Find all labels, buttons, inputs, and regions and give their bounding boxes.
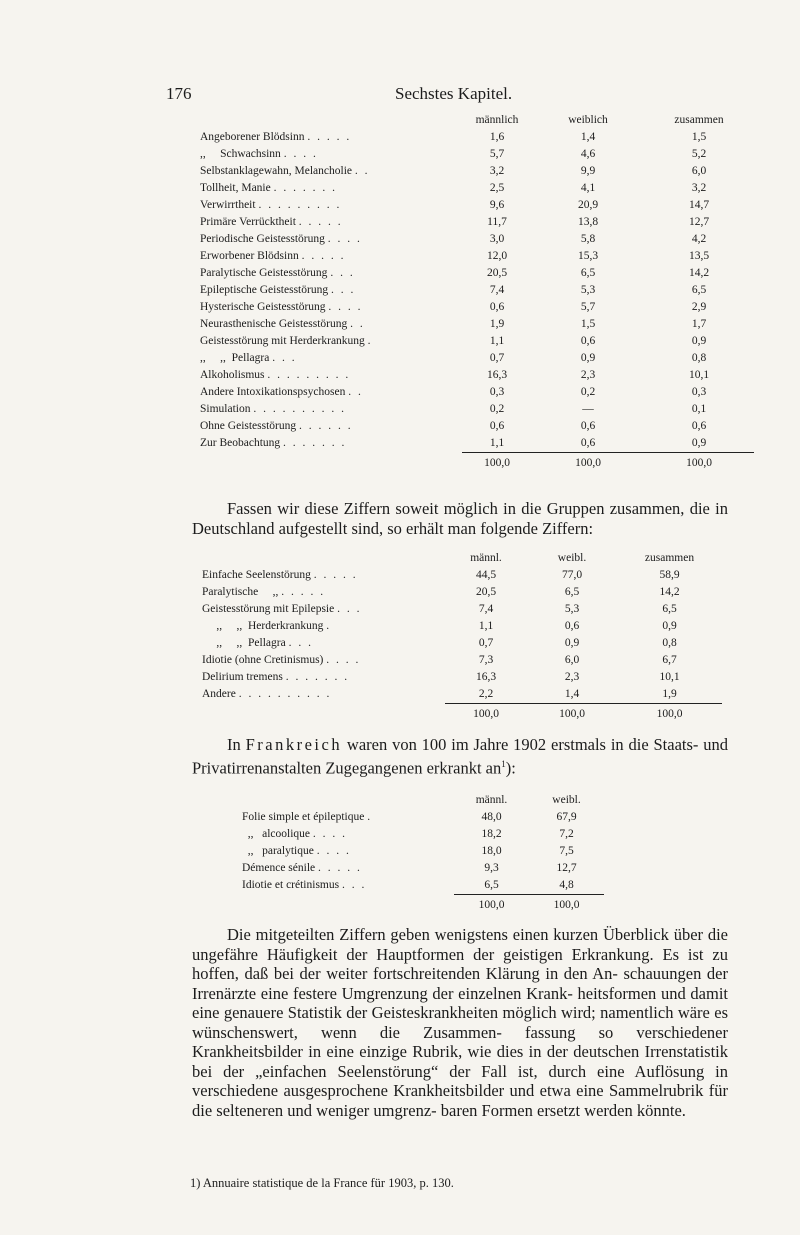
table-row bbox=[200, 265, 754, 282]
cell-z: 2,9 bbox=[691, 301, 707, 313]
row-leader-dots: . . . . bbox=[328, 301, 363, 313]
cell-w: 1,5 bbox=[580, 318, 596, 330]
row-label bbox=[202, 686, 445, 704]
total-z: 100,0 bbox=[644, 453, 754, 473]
cell-m: 12,0 bbox=[486, 250, 508, 262]
cell-z: 0,1 bbox=[691, 403, 707, 415]
row-label-text: Andere Intoxikationspsychosen bbox=[200, 386, 346, 398]
row-label bbox=[202, 652, 445, 669]
row-label-text: Selbstanklagewahn, Melancholie bbox=[200, 165, 353, 177]
cell-m: 1,1 bbox=[489, 437, 505, 449]
cell-z: 6,0 bbox=[691, 165, 707, 177]
table-total-row bbox=[200, 453, 754, 473]
cell-w: 7,5 bbox=[559, 845, 574, 857]
cell-m: 6,5 bbox=[484, 879, 499, 891]
row-leader-dots: . . . . . . . . . bbox=[267, 369, 351, 381]
row-label bbox=[200, 384, 462, 401]
table-row bbox=[200, 163, 754, 180]
row-leader-dots: . . bbox=[348, 386, 363, 398]
row-label bbox=[200, 231, 462, 248]
cell-m: 3,2 bbox=[489, 165, 505, 177]
cell-z: 0,9 bbox=[662, 620, 677, 632]
table-row bbox=[202, 652, 722, 669]
total-label bbox=[200, 453, 462, 473]
row-label bbox=[202, 669, 445, 686]
row-label-text: Primäre Verrücktheit bbox=[200, 216, 296, 228]
row-leader-dots: . . . . . bbox=[298, 216, 343, 228]
table-row bbox=[200, 282, 754, 299]
footnote: 1) Annuaire statistique de la France für 1903, p. 130. bbox=[190, 1176, 454, 1190]
row-leader-dots: . . bbox=[354, 165, 370, 177]
cell-z: 12,7 bbox=[688, 216, 710, 228]
table-row bbox=[200, 248, 754, 265]
row-label bbox=[200, 265, 462, 282]
cell-w: 0,9 bbox=[564, 637, 580, 649]
column-header-maennl: männl. bbox=[470, 552, 502, 564]
row-label bbox=[200, 350, 462, 367]
row-leader-dots: . . bbox=[350, 318, 365, 330]
row-label-text: ,, alcoolique bbox=[242, 828, 311, 840]
cell-w: 0,6 bbox=[564, 620, 580, 632]
row-label bbox=[200, 163, 462, 180]
row-leader-dots: . . . . . . . . . . bbox=[238, 688, 332, 701]
row-leader-dots: . . . . . bbox=[281, 586, 326, 598]
total-m: 100,0 bbox=[445, 704, 527, 724]
row-label bbox=[200, 248, 462, 265]
paragraph-france-pre: In bbox=[227, 735, 246, 754]
table-diagnoses-detailed bbox=[200, 112, 754, 472]
cell-m: 11,7 bbox=[487, 216, 507, 228]
row-label-text: Idiotie et crétinismus bbox=[242, 879, 340, 892]
cell-w: 12,7 bbox=[556, 862, 577, 874]
cell-w: 0,6 bbox=[580, 420, 596, 432]
cell-w: — bbox=[582, 403, 594, 415]
cell-m: 2,2 bbox=[478, 688, 494, 700]
table-row bbox=[202, 618, 722, 635]
cell-m: 16,3 bbox=[486, 369, 508, 381]
column-header-label bbox=[202, 550, 445, 567]
cell-m: 0,7 bbox=[478, 637, 494, 649]
cell-z: 0,9 bbox=[691, 335, 707, 347]
row-label-text: Ohne Geistesstörung bbox=[200, 420, 297, 432]
cell-w: 15,3 bbox=[577, 250, 599, 262]
total-label bbox=[242, 895, 454, 915]
row-label-text: Zur Beobachtung bbox=[200, 437, 281, 450]
total-z: 100,0 bbox=[617, 704, 722, 724]
column-header-maennl: männl. bbox=[475, 794, 508, 806]
paragraph-intro-groups: Fassen wir diese Ziffern soweit möglich in die Gruppen zusammen, die in Deutschland aufgestellt sind, so erhält man folgende Ziffern: bbox=[192, 499, 728, 538]
row-label bbox=[200, 299, 462, 316]
row-label-text: ,, paralytique bbox=[242, 845, 314, 857]
cell-m: 3,0 bbox=[489, 233, 505, 245]
row-label-text: Periodische Geistesstörung bbox=[200, 233, 325, 245]
row-label-text: Erworbener Blödsinn bbox=[200, 250, 299, 262]
cell-m: 48,0 bbox=[481, 811, 502, 823]
row-label-text: ,, ,, Pellagra bbox=[202, 637, 286, 649]
row-leader-dots: . . . . . . bbox=[299, 420, 353, 432]
row-label-text: Simulation bbox=[200, 403, 251, 415]
cell-m: 7,3 bbox=[478, 654, 494, 666]
cell-w: 7,2 bbox=[559, 828, 574, 840]
cell-w: 77,0 bbox=[561, 569, 583, 581]
cell-w: 4,1 bbox=[580, 182, 596, 194]
cell-z: 1,7 bbox=[691, 318, 707, 330]
cell-m: 9,3 bbox=[484, 862, 499, 874]
row-leader-dots: . . . bbox=[341, 879, 367, 892]
row-label bbox=[242, 826, 454, 843]
cell-w: 4,8 bbox=[559, 879, 574, 891]
cell-m: 9,6 bbox=[489, 199, 505, 211]
row-label-text: Geistesstörung mit Herderkrankung bbox=[200, 335, 365, 347]
table-header-row bbox=[242, 792, 604, 809]
cell-w: 6,5 bbox=[580, 267, 596, 279]
row-leader-dots: . bbox=[367, 335, 373, 347]
row-leader-dots: . . . . . . . bbox=[285, 671, 350, 683]
row-label bbox=[200, 197, 462, 214]
row-label bbox=[200, 333, 462, 350]
row-leader-dots: . . . bbox=[272, 352, 297, 364]
row-label-text: ,, ,, Herderkrankung bbox=[202, 620, 324, 632]
row-label-text: Delirium tremens bbox=[202, 671, 283, 683]
total-m: 100,0 bbox=[454, 895, 529, 915]
row-label bbox=[242, 809, 454, 826]
row-label-text: Démence sénile bbox=[242, 862, 316, 874]
row-label-text: Epileptische Geistesstörung bbox=[200, 284, 329, 296]
column-header-zusammen: zusammen bbox=[674, 114, 724, 126]
paragraph-france bbox=[192, 735, 728, 778]
cell-z: 6,5 bbox=[691, 284, 707, 296]
row-label-text: ,, Schwachsinn bbox=[200, 148, 281, 160]
cell-m: 0,2 bbox=[489, 403, 505, 415]
row-label bbox=[200, 180, 462, 197]
row-label bbox=[242, 860, 454, 877]
row-label-text: Paralytische ,, bbox=[202, 586, 279, 598]
cell-z: 0,6 bbox=[691, 420, 707, 432]
row-leader-dots: . . . . . bbox=[307, 131, 352, 143]
cell-m: 44,5 bbox=[475, 569, 497, 581]
table-row bbox=[242, 843, 604, 860]
page-number: 176 bbox=[166, 84, 192, 103]
row-leader-dots: . . . . bbox=[283, 148, 318, 160]
row-label bbox=[200, 316, 462, 333]
row-label-text: Geistesstörung mit Epilepsie bbox=[202, 603, 335, 615]
row-leader-dots: . . . . bbox=[327, 233, 362, 245]
total-w: 100,0 bbox=[532, 453, 644, 473]
total-w: 100,0 bbox=[527, 704, 617, 724]
column-header-maennlich: männlich bbox=[475, 114, 519, 126]
cell-m: 0,3 bbox=[489, 386, 505, 398]
cell-z: 13,5 bbox=[688, 250, 710, 262]
column-header-label bbox=[200, 112, 462, 129]
row-label-text: Hysterische Geistesstörung bbox=[200, 301, 326, 313]
cell-z: 14,2 bbox=[659, 586, 680, 598]
row-leader-dots: . . . bbox=[337, 603, 362, 615]
cell-z: 14,2 bbox=[688, 267, 710, 279]
cell-m: 0,6 bbox=[489, 420, 505, 432]
cell-w: 2,3 bbox=[580, 369, 596, 381]
table-row bbox=[202, 601, 722, 618]
cell-z: 58,9 bbox=[659, 569, 680, 581]
cell-m: 1,6 bbox=[489, 131, 505, 143]
table-row bbox=[200, 214, 754, 231]
table-header-row bbox=[202, 550, 722, 567]
cell-w: 1,4 bbox=[564, 688, 580, 700]
cell-w: 6,5 bbox=[564, 586, 580, 598]
cell-m: 1,1 bbox=[478, 620, 494, 632]
paragraph-france-end: ): bbox=[505, 758, 516, 777]
row-label bbox=[200, 129, 462, 146]
row-label-text: Einfache Seelenstörung bbox=[202, 569, 311, 581]
cell-z: 0,3 bbox=[691, 386, 707, 398]
cell-m: 16,3 bbox=[475, 671, 497, 683]
cell-w: 0,6 bbox=[580, 335, 596, 347]
row-leader-dots: . . . . bbox=[326, 654, 361, 666]
row-label-text: Paralytische Geistesstörung bbox=[200, 267, 328, 279]
row-label bbox=[200, 214, 462, 231]
table-row bbox=[200, 435, 754, 453]
table-row bbox=[200, 367, 754, 384]
row-label-text: Andere bbox=[202, 688, 236, 701]
cell-w: 0,6 bbox=[580, 437, 596, 449]
cell-m: 20,5 bbox=[486, 267, 508, 279]
row-leader-dots: . . . bbox=[288, 637, 313, 649]
cell-m: 20,5 bbox=[475, 586, 497, 598]
cell-z: 14,7 bbox=[688, 199, 710, 211]
row-label bbox=[200, 146, 462, 163]
paragraph-france-text: waren von 100 im Jahre 1902 erstmals in die Staats- und Privatirrenanstalten Zugegangenen erkrankt an bbox=[192, 735, 728, 777]
row-label bbox=[200, 435, 462, 453]
cell-z: 0,8 bbox=[662, 637, 677, 649]
column-header-weiblich: weiblich bbox=[568, 114, 608, 126]
row-label bbox=[200, 401, 462, 418]
table-total-row bbox=[242, 895, 604, 915]
table-row bbox=[200, 384, 754, 401]
row-label bbox=[242, 877, 454, 895]
cell-w: 5,8 bbox=[580, 233, 596, 245]
footnote-ref: 1 bbox=[501, 758, 506, 769]
table-row bbox=[200, 316, 754, 333]
column-header-weibl: weibl. bbox=[552, 794, 581, 806]
row-label bbox=[200, 282, 462, 299]
row-label-text: Tollheit, Manie bbox=[200, 182, 271, 194]
table-row bbox=[200, 333, 754, 350]
row-label-text: Alkoholismus bbox=[200, 369, 265, 381]
row-label-text: Angeborener Blödsinn bbox=[200, 131, 305, 143]
cell-w: 67,9 bbox=[556, 811, 577, 823]
cell-z: 4,2 bbox=[691, 233, 707, 245]
cell-z: 10,1 bbox=[688, 369, 710, 381]
table-row bbox=[200, 146, 754, 163]
total-w: 100,0 bbox=[529, 895, 604, 915]
cell-m: 18,0 bbox=[481, 845, 502, 857]
table-row bbox=[202, 635, 722, 652]
total-label bbox=[202, 704, 445, 724]
row-label bbox=[202, 584, 445, 601]
table-row bbox=[200, 129, 754, 146]
row-label bbox=[200, 418, 462, 435]
cell-m: 1,1 bbox=[489, 335, 505, 347]
cell-z: 1,9 bbox=[662, 688, 677, 700]
cell-z: 3,2 bbox=[691, 182, 707, 194]
row-leader-dots: . . . . bbox=[316, 845, 351, 857]
table-row bbox=[202, 686, 722, 704]
table-row bbox=[200, 231, 754, 248]
row-leader-dots: . . . . . . . . . . bbox=[253, 403, 346, 415]
table-row bbox=[202, 669, 722, 686]
row-leader-dots: . . . . . . . bbox=[273, 182, 337, 194]
row-leader-dots: . . . . . . . bbox=[283, 437, 347, 450]
paragraph-conclusion: Die mitgeteilten Ziffern geben wenigstens einen kurzen Überblick über die ungefähre Häufigkeit der Hauptformen der geistigen Erkrankung. Es ist zu hoffen, daß bei der weiter fortschreitenden Klärung in den An- schauungen der Irrenärzte eine festere Umgrenzung der einzelnen Krank- heitsformen und damit eine genauere Statistik der Geisteskrankheiten möglich wird; namentlich wäre es wünschenswert, wenn die Zusammen- fassung so verschiedener Krankheitsbilder in eine einzige Rubrik, wie dies in der deutschen Irrenstatistik bei der „einfachen Seelenstörung“ der Fall ist, durch eine Auflösung in verschiedene ausgesprochene Krankheitsbilder und etwa eine Sammelrubrik für die selteneren und weniger umgrenz- baren Formen ersetzt werden könnte. bbox=[192, 925, 728, 1120]
table-row bbox=[200, 401, 754, 418]
row-leader-dots: . bbox=[326, 620, 332, 632]
row-leader-dots: . . . . . . . . . bbox=[258, 199, 342, 211]
cell-z: 6,7 bbox=[662, 654, 677, 666]
column-header-weibl: weibl. bbox=[557, 552, 587, 564]
table-row bbox=[242, 809, 604, 826]
cell-w: 4,6 bbox=[580, 148, 596, 160]
cell-z: 0,9 bbox=[691, 437, 707, 449]
table-row bbox=[242, 877, 604, 895]
table-row bbox=[200, 180, 754, 197]
cell-w: 0,9 bbox=[580, 352, 596, 364]
row-leader-dots: . bbox=[367, 811, 373, 823]
cell-w: 5,3 bbox=[564, 603, 580, 615]
row-label bbox=[202, 635, 445, 652]
country-name: Frankreich bbox=[245, 735, 343, 754]
cell-m: 0,7 bbox=[489, 352, 505, 364]
cell-m: 0,6 bbox=[489, 301, 505, 313]
cell-z: 6,5 bbox=[662, 603, 677, 615]
cell-w: 9,9 bbox=[580, 165, 596, 177]
row-leader-dots: . . . . bbox=[312, 828, 348, 840]
table-row bbox=[242, 860, 604, 877]
cell-m: 18,2 bbox=[481, 828, 502, 840]
cell-w: 6,0 bbox=[564, 654, 580, 666]
table-row bbox=[200, 350, 754, 367]
table-row bbox=[202, 584, 722, 601]
table-diagnoses-grouped bbox=[202, 550, 722, 723]
row-leader-dots: . . . . . bbox=[301, 250, 346, 262]
cell-w: 5,3 bbox=[580, 284, 596, 296]
row-label-text: Idiotie (ohne Cretinismus) bbox=[202, 654, 324, 666]
row-label bbox=[202, 618, 445, 635]
table-total-row bbox=[202, 704, 722, 724]
chapter-title: Sechstes Kapitel. bbox=[395, 84, 513, 103]
row-label-text: Verwirrtheit bbox=[200, 199, 256, 211]
column-header-zusammen: zusammen bbox=[644, 552, 695, 564]
column-header-label bbox=[242, 792, 454, 809]
table-row bbox=[242, 826, 604, 843]
row-label bbox=[242, 843, 454, 860]
row-label bbox=[200, 367, 462, 384]
row-label-text: ,, ,, Pellagra bbox=[200, 352, 270, 364]
cell-z: 5,2 bbox=[691, 148, 707, 160]
row-leader-dots: . . . bbox=[330, 267, 355, 279]
row-label-text: Folie simple et épileptique bbox=[242, 811, 365, 823]
row-label bbox=[202, 601, 445, 618]
row-leader-dots: . . . . . bbox=[318, 862, 362, 874]
table-france-1902 bbox=[242, 792, 604, 914]
cell-w: 0,2 bbox=[580, 386, 596, 398]
row-label bbox=[202, 567, 445, 584]
table-header-row bbox=[200, 112, 754, 129]
cell-m: 7,4 bbox=[478, 603, 494, 615]
cell-z: 0,8 bbox=[691, 352, 707, 364]
table-row bbox=[200, 418, 754, 435]
cell-w: 2,3 bbox=[564, 671, 580, 683]
table-row bbox=[200, 299, 754, 316]
table-row bbox=[202, 567, 722, 584]
total-m: 100,0 bbox=[462, 453, 532, 473]
cell-m: 7,4 bbox=[489, 284, 505, 296]
cell-m: 1,9 bbox=[489, 318, 505, 330]
cell-m: 5,7 bbox=[489, 148, 505, 160]
cell-z: 10,1 bbox=[659, 671, 680, 683]
row-leader-dots: . . . . . bbox=[313, 569, 358, 581]
cell-w: 1,4 bbox=[580, 131, 596, 143]
cell-w: 13,8 bbox=[577, 216, 599, 228]
row-label-text: Neurasthenische Geistesstörung bbox=[200, 318, 348, 330]
cell-z: 1,5 bbox=[691, 131, 707, 143]
cell-w: 5,7 bbox=[580, 301, 596, 313]
row-leader-dots: . . . bbox=[330, 284, 356, 296]
cell-w: 20,9 bbox=[577, 199, 599, 211]
table-row bbox=[200, 197, 754, 214]
cell-m: 2,5 bbox=[489, 182, 505, 194]
